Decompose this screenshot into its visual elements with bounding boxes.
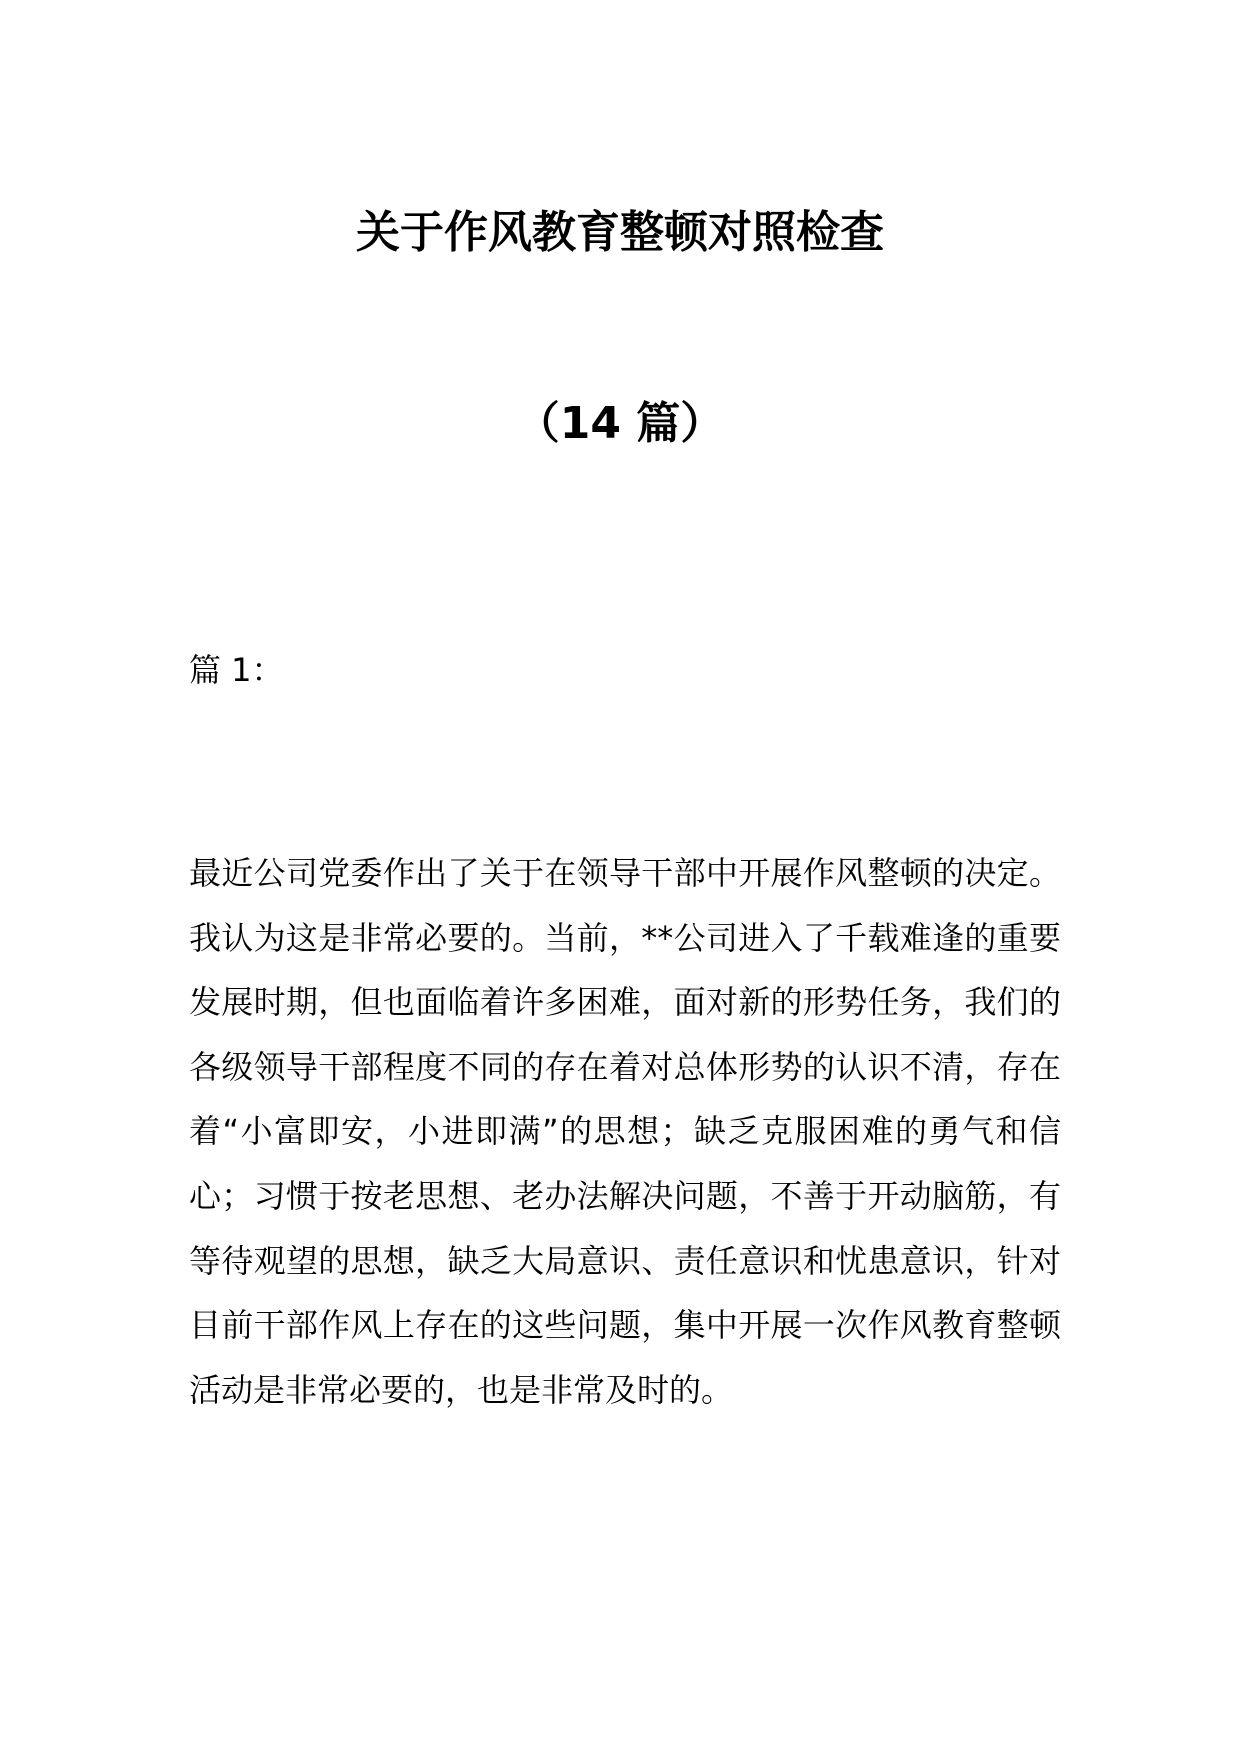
document-title: 关于作风教育整顿对照检查 — [356, 207, 884, 258]
document-subtitle: （14 篇） — [515, 398, 725, 449]
body-paragraph: 最近公司党委作出了关于在领导干部中开展作风整顿的决定。我认为这是非常必要的。当前，**公司进入了千载难逢的重要发展时期，但也面临着许多困难，面对新的形势任务，我们的各级领导干部程度不同的存在着对总体形势的认识不清，存在着“小富即安，小进即满”的思想；缺乏克服困难的勇气和信心；习惯于按老思想、老办法解决问题，不善于开动脑筋，有等待观望的思想，缺乏大局意识、责任意识和忧患意识，针对目前干部作风上存在的这些问题，集中开展一次作风教育整顿活动是非常必要的，也是非常及时的。 — [189, 854, 1061, 1409]
section-label: 篇 1： — [189, 651, 284, 689]
